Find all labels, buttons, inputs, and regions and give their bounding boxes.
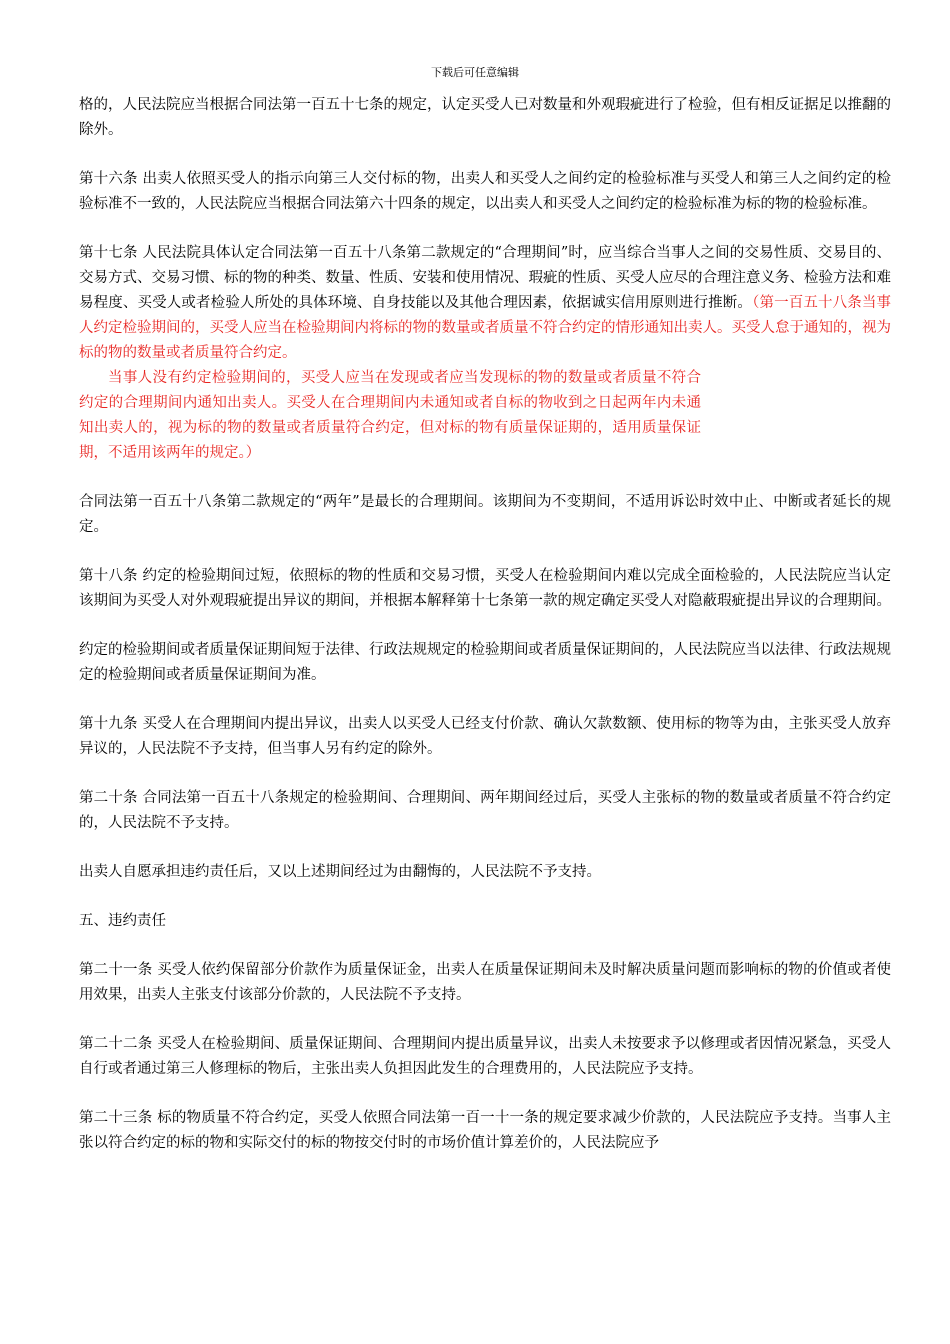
page-header: 下载后可任意编辑 [431, 66, 519, 79]
article-18: 第十八条 约定的检验期间过短，依照标的物的性质和交易习惯，买受人在检验期间内难以完成全面检验的，人民法院应当认定该期间为买受人对外观瑕疵提出异议的期间，并根据本解释第十七条第一款的规定确定买受人对隐蔽瑕疵提出异议的合理期间。 [79, 568, 891, 609]
article-22: 第二十二条 买受人在检验期间、质量保证期间、合理期间内提出质量异议，出卖人未按要求予以修理或者因情况紧急，买受人自行或者通过第三人修理标的物后，主张出卖人负担因此发生的合理费用的，人民法院应予支持。 [79, 1036, 891, 1077]
article-17 [79, 241, 891, 366]
article-16: 第十六条 出卖人依照买受人的指示向第三人交付标的物，出卖人和买受人之间约定的检验标准与买受人和第三人之间约定的检验标准不一致的，人民法院应当根据合同法第六十四条的规定，以出卖人和买受人之间约定的检验标准为标的物的检验标准。 [79, 171, 891, 212]
article-20: 第二十条 合同法第一百五十八条规定的检验期间、合理期间、两年期间经过后，买受人主张标的物的数量或者质量不符合约定的，人民法院不予支持。 [79, 790, 891, 831]
article-18-para-2: 约定的检验期间或者质量保证期间短于法律、行政法规规定的检验期间或者质量保证期间的，人民法院应当以法律、行政法规规定的检验期间或者质量保证期间为准。 [79, 642, 891, 683]
article-158-two-years: 合同法第一百五十八条第二款规定的“两年”是最长的合理期间。该期间为不变期间，不适用诉讼时效中止、中断或者延长的规定。 [79, 494, 891, 535]
document-body [79, 93, 891, 1180]
paragraph-continuation: 格的，人民法院应当根据合同法第一百五十七条的规定，认定买受人已对数量和外观瑕疵进行了检验，但有相反证据足以推翻的除外。 [79, 97, 891, 138]
section-heading-breach-liability: 五、违约责任 [79, 913, 166, 929]
article-17-text: 第十七条 人民法院具体认定合同法第一百五十八条第二款规定的“合理期间”时，应当综合当事人之间的交易性质、交易目的、交易方式、交易习惯、标的物的种类、数量、性质、安装和使用情况、瑕疵的性质、买受人应尽的合理注意义务、检验方法和难易程度、买受人或者检验人所处的具体环境、自身技能以及其他合理因素，依据诚实信用原则进行推断。 [79, 245, 891, 311]
article-21: 第二十一条 买受人依约保留部分价款作为质量保证金，出卖人在质量保证期间未及时解决质量问题而影响标的物的价值或者使用效果，出卖人主张支付该部分价款的，人民法院不予支持。 [79, 962, 891, 1003]
article-158-annotation-part2: 当事人没有约定检验期间的，买受人应当在发现或者应当发现标的物的数量或者质量不符合约定的合理期间内通知出卖人。买受人在合理期间内未通知或者自标的物收到之日起两年内未通知出卖人的，视为标的物的数量或者质量符合约定，但对标的物有质量保证期的，适用质量保证期，不适用该两年的规定。） [79, 370, 701, 461]
article-23: 第二十三条 标的物质量不符合约定，买受人依照合同法第一百一十一条的规定要求减少价款的，人民法院应予支持。当事人主张以符合约定的标的物和实际交付的标的物按交付时的市场价值计算差价的，人民法院应予 [79, 1110, 891, 1151]
article-158-annotation-part1: （第一百五十八条当事人约定检验期间的，买受人应当在检验期间内将标的物的数量或者质量不符合约定的情形通知出卖人。买受人怠于通知的，视为标的物的数量或者质量符合约定。 [79, 295, 891, 361]
article-20-para-2: 出卖人自愿承担违约责任后，又以上述期间经过为由翻悔的，人民法院不予支持。 [79, 864, 601, 880]
article-19: 第十九条 买受人在合理期间内提出异议，出卖人以买受人已经支付价款、确认欠款数额、使用标的物等为由，主张买受人放弃异议的，人民法院不予支持，但当事人另有约定的除外。 [79, 716, 891, 757]
